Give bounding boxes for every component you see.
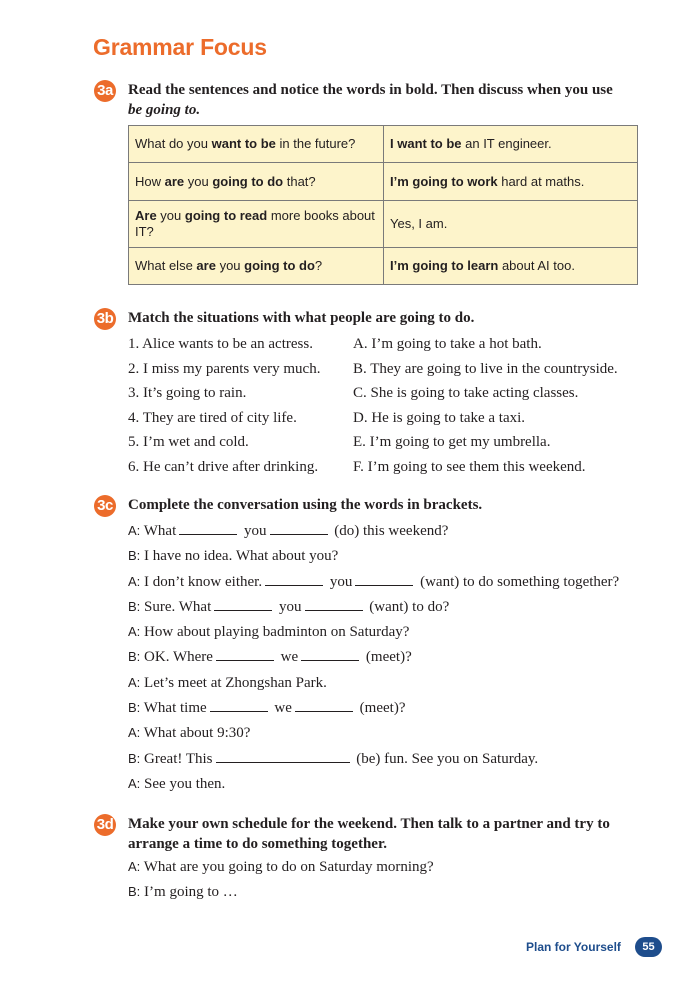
dialogue-text: What <box>140 523 177 539</box>
text-segment: Yes, I am. <box>390 216 448 231</box>
dialogue-line <box>128 722 648 747</box>
answer-cell <box>384 163 638 201</box>
grammar-table <box>128 125 638 285</box>
page-number: 55 <box>635 937 662 957</box>
instruction-3b: Match the situations with what people are going to do. <box>128 310 475 326</box>
speaker-label: A: <box>128 775 141 791</box>
dialogue-text: you <box>275 598 302 615</box>
fill-in-blank[interactable] <box>265 572 323 586</box>
text-segment: hard at maths. <box>497 173 585 189</box>
table-row <box>129 248 638 285</box>
text-segment: about AI too. <box>498 258 575 273</box>
dialogue-text: I’m going to … <box>140 884 238 901</box>
dialogue-text: we <box>276 649 299 666</box>
page-title: Grammar Focus <box>93 34 267 60</box>
plan-item: C. She is going to take acting classes. <box>353 385 579 401</box>
dialogue-line <box>128 881 648 906</box>
text-segment: you <box>156 208 185 223</box>
text-segment: How <box>135 173 165 189</box>
match-row <box>128 382 648 407</box>
speaker-label: B: <box>128 700 141 716</box>
match-row <box>128 358 648 383</box>
bold-phrase: Are <box>135 208 157 223</box>
table-row <box>129 126 638 163</box>
speaker-label: A: <box>128 674 141 690</box>
match-row <box>128 407 648 432</box>
fill-in-blank[interactable] <box>305 597 363 611</box>
dialogue-text: See you then. <box>140 775 226 792</box>
dialogue-line <box>128 596 648 621</box>
fill-in-blank[interactable] <box>214 597 272 611</box>
footer-unit-title: Plan for Yourself <box>526 940 621 954</box>
speaker-label: A: <box>128 573 141 589</box>
question-cell <box>129 201 384 248</box>
exercise-badge-3b: 3b <box>94 308 116 330</box>
speaker-label: A: <box>128 523 141 538</box>
instruction-3d: Make your own schedule for the weekend. Then talk to a partner and try to arrange a time to do something together. <box>128 816 610 852</box>
speaker-label: B: <box>128 884 141 900</box>
dialogue-text: OK. Where <box>140 649 213 666</box>
bold-phrase: going to read <box>184 208 268 223</box>
dialogue-text: What about 9:30? <box>140 725 251 742</box>
fill-in-blank[interactable] <box>355 572 413 586</box>
dialogue-line <box>128 646 648 671</box>
dialogue-line <box>128 571 648 596</box>
table-row <box>129 163 638 201</box>
dialogue-text: you <box>326 573 353 590</box>
text-segment: more books about IT? <box>135 208 375 239</box>
matching-list <box>128 333 648 480</box>
bold-phrase: going to do <box>212 173 284 189</box>
dialogue-text: I don’t know either. <box>140 573 263 590</box>
bold-phrase: want to be <box>211 136 276 151</box>
dialogue-text: you <box>240 523 267 539</box>
fill-in-blank[interactable] <box>295 698 353 712</box>
plan-item: F. I’m going to see them this weekend. <box>353 458 586 475</box>
dialogue-line <box>128 672 648 697</box>
bold-phrase: are <box>196 258 216 273</box>
dialogue-text: (meet)? <box>362 649 412 666</box>
situation-item: 6. He can’t drive after drinking. <box>128 458 319 475</box>
dialogue-text: (be) fun. See you on Saturday. <box>352 750 539 767</box>
dialogue-text: Sure. What <box>140 598 212 615</box>
match-row <box>128 333 648 358</box>
plan-item: E. I’m going to get my umbrella. <box>353 434 551 450</box>
instruction-3c: Complete the conversation using the words in brackets. <box>128 497 483 513</box>
dialogue-line <box>128 621 648 646</box>
dialogue-line <box>128 545 648 570</box>
dialogue-line <box>128 697 648 722</box>
situation-item: 4. They are tired of city life. <box>128 409 297 426</box>
text-segment: that? <box>283 173 316 189</box>
speaker-label: B: <box>128 649 141 665</box>
fill-in-blank[interactable] <box>301 647 359 661</box>
text-segment: What else <box>135 258 197 273</box>
dialogue-text: What are you going to do on Saturday morning? <box>140 859 434 875</box>
dialogue-line <box>128 748 648 773</box>
bold-phrase: I’m going to work <box>390 173 498 189</box>
question-cell <box>129 248 384 285</box>
dialogue-line <box>128 520 648 545</box>
conversation-3d <box>128 856 648 907</box>
fill-in-blank[interactable] <box>210 698 268 712</box>
fill-in-blank[interactable] <box>216 647 274 661</box>
match-row <box>128 431 648 456</box>
exercise-badge-3a: 3a <box>94 80 116 102</box>
dialogue-text: How about playing badminton on Saturday? <box>140 624 410 641</box>
text-segment: you <box>215 258 245 273</box>
situation-item: 2. I miss my parents very much. <box>128 360 321 377</box>
speaker-label: B: <box>128 750 141 766</box>
dialogue-text: Let’s meet at Zhongshan Park. <box>140 674 327 691</box>
exercise-badge-3c: 3c <box>94 495 116 517</box>
speaker-label: A: <box>128 859 141 874</box>
situation-item: 5. I’m wet and cold. <box>128 434 249 450</box>
text-segment: you <box>184 173 213 189</box>
plan-item: A. I’m going to take a hot bath. <box>353 336 542 352</box>
dialogue-text: (want) to do something together? <box>416 573 620 590</box>
speaker-label: A: <box>128 624 141 640</box>
question-cell <box>129 126 384 163</box>
match-row <box>128 456 648 481</box>
dialogue-text: What time <box>140 700 207 717</box>
dialogue-line <box>128 773 648 798</box>
plan-item: D. He is going to take a taxi. <box>353 409 526 426</box>
bold-phrase: are <box>164 173 185 189</box>
fill-in-blank[interactable] <box>216 749 350 763</box>
text-segment: ? <box>314 258 323 273</box>
dialogue-text: Great! This <box>140 750 213 767</box>
situation-item: 1. Alice wants to be an actress. <box>128 336 313 352</box>
text-segment: an IT engineer. <box>461 136 552 151</box>
bold-phrase: I <box>390 136 398 151</box>
answer-cell <box>384 126 638 163</box>
fill-in-blank[interactable] <box>179 521 237 535</box>
bold-phrase: want to be <box>397 136 462 151</box>
conversation-3c <box>128 520 648 798</box>
instruction-3a <box>128 80 648 120</box>
speaker-label: B: <box>128 548 141 564</box>
speaker-label: A: <box>128 725 141 741</box>
dialogue-text: we <box>270 700 292 717</box>
bold-phrase: I’m going to learn <box>390 258 499 273</box>
plan-item: B. They are going to live in the countryside. <box>353 360 618 377</box>
dialogue-text: I have no idea. What about you? <box>140 548 339 565</box>
situation-item: 3. It’s going to rain. <box>128 385 247 401</box>
exercise-badge-3d: 3d <box>94 814 116 836</box>
dialogue-text: (do) this weekend? <box>330 523 449 539</box>
dialogue-text: (meet)? <box>355 700 406 717</box>
text-segment: in the future? <box>275 136 356 151</box>
speaker-label: B: <box>128 598 141 614</box>
dialogue-line <box>128 856 648 881</box>
question-cell <box>129 163 384 201</box>
instruction-3a-line1: Read the sentences and notice the words in bold. Then discuss when you use <box>128 82 613 98</box>
dialogue-text: (want) to do? <box>365 598 450 615</box>
text-segment: What do you <box>135 136 212 151</box>
fill-in-blank[interactable] <box>270 521 328 535</box>
table-row <box>129 201 638 248</box>
answer-cell <box>384 248 638 285</box>
instruction-3a-line2: be going to. <box>128 102 201 118</box>
answer-cell <box>384 201 638 248</box>
bold-phrase: going to do <box>244 258 315 273</box>
